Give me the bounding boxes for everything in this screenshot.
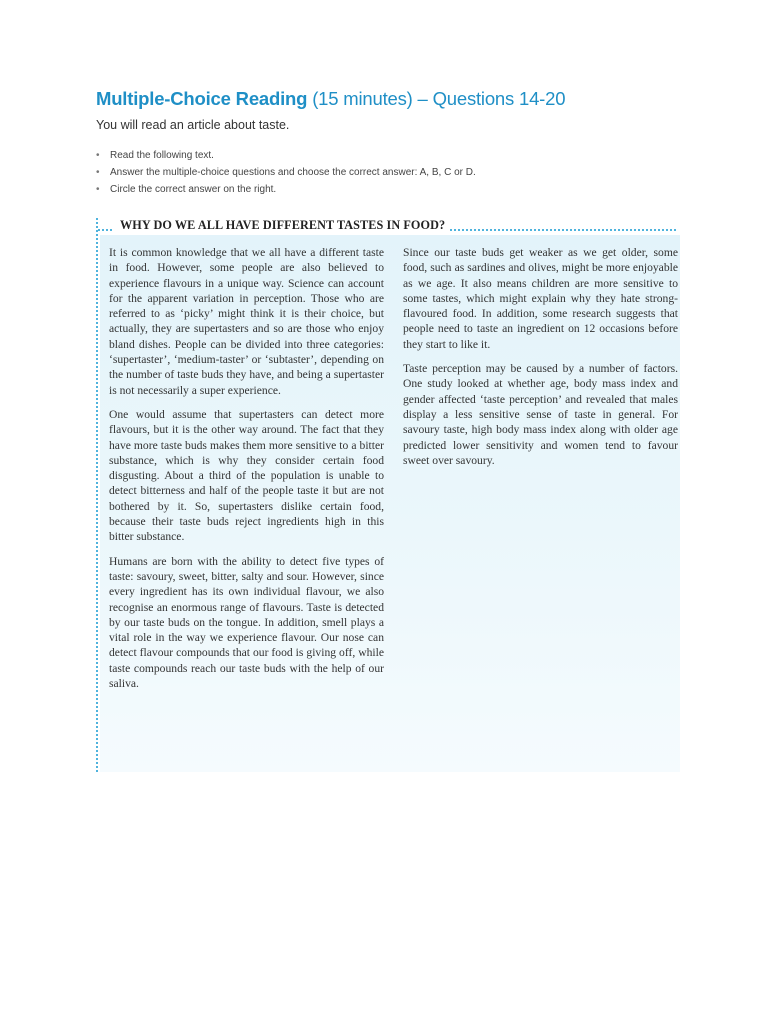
instruction-item [96, 166, 476, 183]
article-right-column [403, 245, 678, 477]
instruction-text: Answer the multiple-choice questions and choose the correct answer: A, B, C or D. [110, 167, 476, 178]
instruction-list [96, 149, 476, 200]
article-paragraph: Humans are born with the ability to detect five types of taste: savoury, sweet, bitter, salty and sour. However, since every ingredient has its own individual flavour, we also recognise an enormous range of flavours. Taste is detected by our taste buds on the tongue. In addition, smell plays a vital role in the way we experience flavour. Our nose can detect flavour compounds that our food is giving off, while taste compounds reach our taste buds with the help of our saliva. [109, 554, 384, 691]
article-paragraph: One would assume that supertasters can detect more flavours, but it is the other way around. The fact that they have more taste buds makes them more sensitive to a bitter substance, which is why they consider certain food disgusting. About a third of the population is unable to detect bitterness and half of the people taste it but are not bothered by it. So, supertasters dislike certain food, because their taste buds reject ingredients high in this bitter substance. [109, 407, 384, 544]
instruction-text: Read the following text. [110, 150, 214, 161]
bullet-icon: • [96, 184, 100, 195]
section-heading [96, 88, 565, 110]
article-left-column [109, 245, 384, 700]
article-paragraph: It is common knowledge that we all have a different taste in food. However, some people are also believed to experience flavours in a unique way. Science can account for the apparent variation in perception. Those who are referred to as ‘picky’ might think it is their choice, but actually, they are supertasters and so are those who enjoy bland dishes. People can be divided into three categories: ‘supertaster’, ‘medium-taster’ or ‘subtaster’, depending on the number of taste buds they have, and being a supertaster is not necessarily a super experience. [109, 246, 384, 397]
section-heading-rest: (15 minutes) – Questions 14-20 [307, 88, 566, 109]
bullet-icon: • [96, 150, 100, 161]
section-subtitle: You will read an article about taste. [96, 118, 290, 132]
article-top-rule-left [98, 229, 112, 231]
instruction-text: Circle the correct answer on the right. [110, 184, 277, 195]
article-paragraph: Since our taste buds get weaker as we get older, some food, such as sardines and olives, might be more enjoyable as we age. It also means children are more sensitive to some tastes, which might explain why they hate strong-flavoured food. In addition, some research suggests that people need to taste an ingredient on 12 occasions before they start to like it. [403, 246, 678, 351]
instruction-item [96, 149, 476, 166]
article-panel [96, 218, 681, 772]
section-heading-bold: Multiple-Choice Reading [96, 88, 308, 109]
article-top-rule [450, 229, 676, 231]
bullet-icon: • [96, 167, 100, 178]
article-title: WHY DO WE ALL HAVE DIFFERENT TASTES IN FOOD? [120, 218, 446, 232]
article-paragraph: Taste perception may be caused by a number of factors. One study looked at whether age, body mass index and gender affected ‘taste perception’ and revealed that males display a less sensitive sense of taste in general. For savoury taste, high body mass index along with older age predicted lower sensitivity and women tend to favour sweet over savoury. [403, 362, 678, 467]
instruction-item [96, 183, 476, 200]
